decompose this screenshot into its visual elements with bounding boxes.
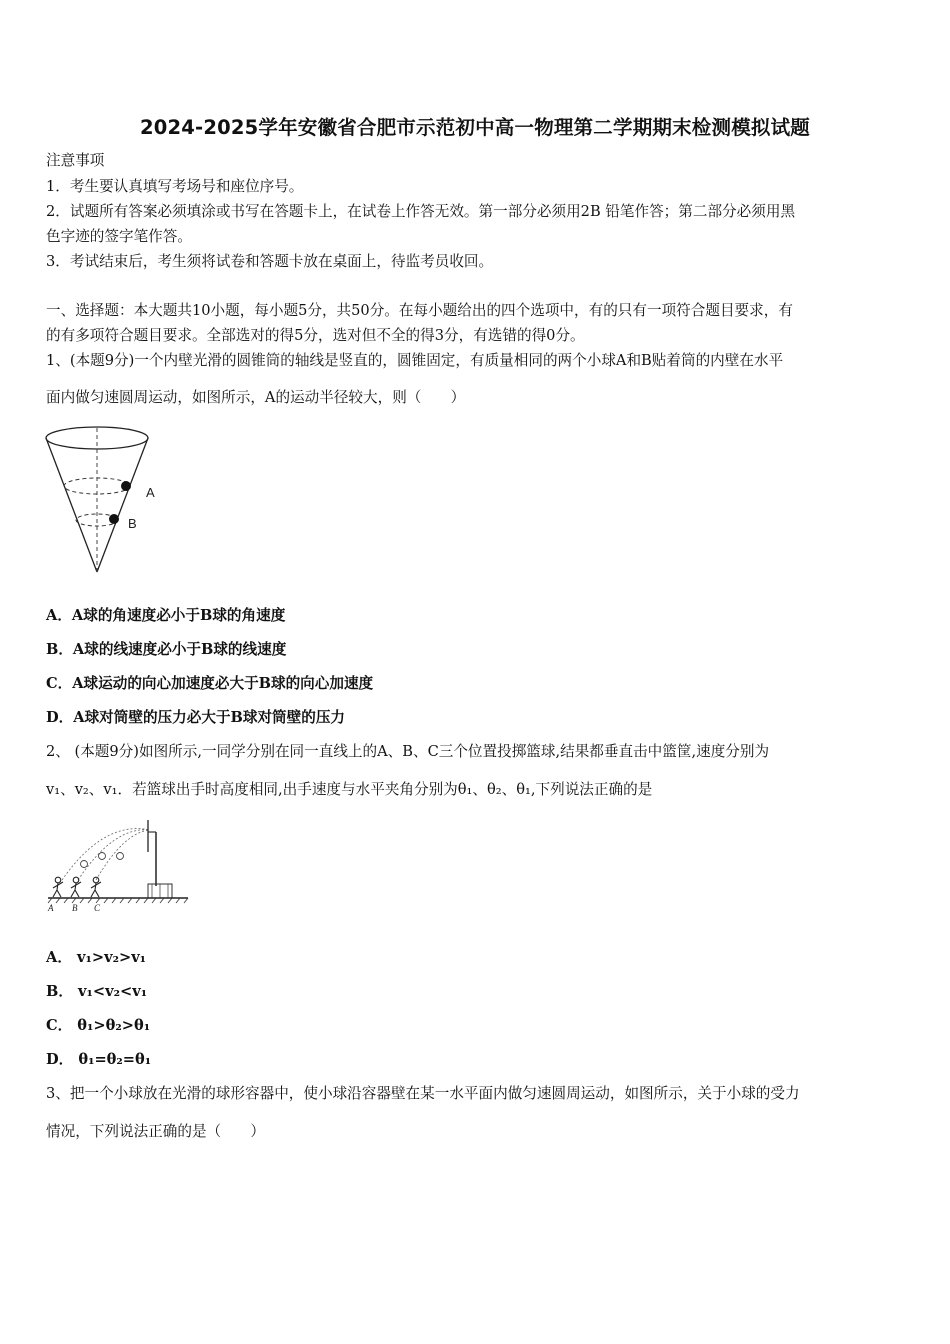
cone-side-left <box>46 438 97 572</box>
notice-item: 1．考生要认真填写考场号和座位序号。 <box>46 178 304 195</box>
basketball-figure <box>44 812 192 914</box>
question-3-stem: 3、把一个小球放在光滑的球形容器中，使小球沿容器壁在某一水平面内做匀速圆周运动，如图所示，关于小球的受力 <box>46 1085 800 1102</box>
q2-option-b: B． v₁<v₂<v₁ <box>46 983 148 1000</box>
q2-option-a: A． v₁>v₂>v₁ <box>46 949 147 966</box>
label-c: C <box>94 903 101 913</box>
q2-option-c: C． θ₁>θ₂>θ₁ <box>46 1017 151 1034</box>
cone-side-right <box>97 438 148 572</box>
question-1-stem: 1、(本题9分)一个内壁光滑的圆锥筒的轴线是竖直的，圆锥固定，有质量相同的两个小球A和B贴着筒的内壁在水平 <box>46 352 784 369</box>
ground-hatch <box>48 898 188 903</box>
notice-heading: 注意事项 <box>46 152 105 169</box>
ball-icon <box>99 853 106 860</box>
player-a <box>53 877 63 897</box>
label-b: B <box>72 903 78 913</box>
notice-item: 色字迹的签字笔作答。 <box>46 228 192 245</box>
question-2-stem: v₁、v₂、v₁．若篮球出手时高度相同,出手速度与水平夹角分别为θ₁、θ₂、θ₁,下列说法正确的是 <box>46 781 653 798</box>
notice-item: 2．试题所有答案必须填涂或书写在答题卡上，在试卷上作答无效。第一部分必须用2B 铅笔作答；第二部分必须用黑 <box>46 203 796 220</box>
q1-option-b: B．A球的线速度必小于B球的线速度 <box>46 641 287 658</box>
player-c <box>91 877 101 897</box>
trajectory-b <box>78 830 150 880</box>
ball-icon <box>117 853 124 860</box>
page-title: 2024-2025学年安徽省合肥市示范初中高一物理第二学期期末检测模拟试题 <box>139 116 811 139</box>
q1-option-c: C．A球运动的向心加速度必大于B球的向心加速度 <box>46 675 374 692</box>
ball-icon <box>81 861 88 868</box>
question-1-stem: 面内做匀速圆周运动，如图所示，A的运动半径较大，则（ ） <box>46 389 466 406</box>
label-a: A <box>48 903 54 913</box>
question-2-stem: 2、 (本题9分)如图所示,一同学分别在同一直线上的A、B、C三个位置投掷篮球,结果都垂直击中篮筐,速度分别为 <box>46 743 770 760</box>
question-3-stem: 情况，下列说法正确的是（ ） <box>46 1123 265 1140</box>
player-b <box>71 877 81 897</box>
section-instructions: 一、选择题：本大题共10小题，每小题5分，共50分。在每小题给出的四个选项中，有的只有一项符合题目要求，有 <box>46 302 793 319</box>
label-a: A <box>146 485 155 500</box>
notice-item: 3．考试结束后，考生须将试卷和答题卡放在桌面上，待监考员收回。 <box>46 253 494 270</box>
trajectory-a <box>62 829 150 880</box>
q1-option-a: A．A球的角速度必小于B球的角速度 <box>46 607 286 624</box>
ball-b <box>109 514 119 524</box>
section-instructions: 的有多项符合题目要求。全部选对的得5分，选对但不全的得3分，有选错的得0分。 <box>46 327 585 344</box>
ball-a <box>121 481 131 491</box>
q1-option-d: D．A球对筒壁的压力必大于B球对筒壁的压力 <box>46 709 346 726</box>
q2-option-d: D． θ₁=θ₂=θ₁ <box>46 1051 152 1068</box>
cone-figure <box>40 420 170 580</box>
label-b: B <box>128 516 137 531</box>
